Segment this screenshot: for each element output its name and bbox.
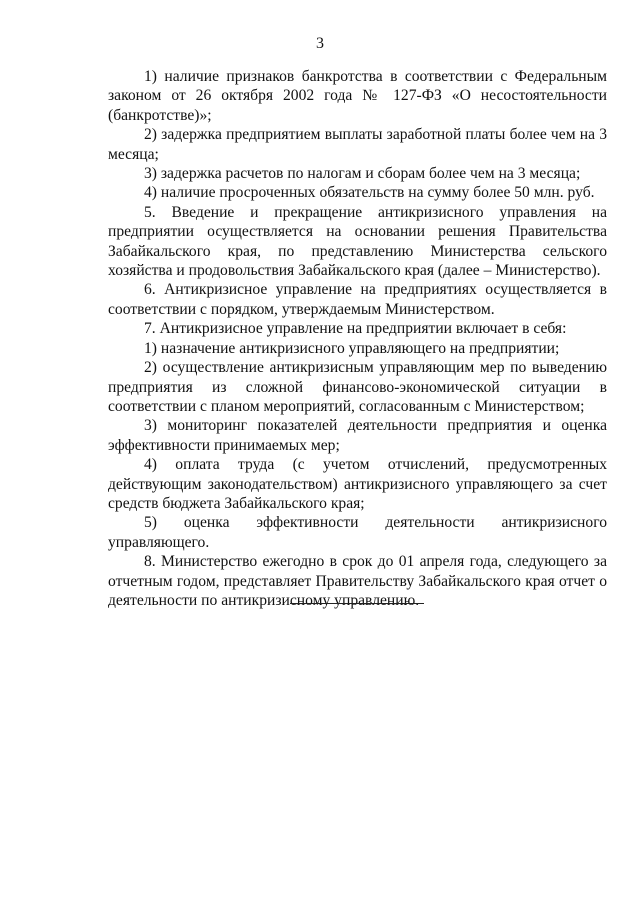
paragraph-measure-1: 1) назначение антикризисного управляющего на предприятии; xyxy=(144,339,560,357)
paragraph-measure-5: 5) оценка эффективности деятельности антикризисного управляющего. xyxy=(108,514,607,551)
paragraph-section-5: 5. Введение и прекращение антикризисного управления на предприятии осуществляется на основании решения Правительства Забайкальского края, по представлению Министерства сельского хозяйства и продовольствия Забайкальского края (далее – Министерство). xyxy=(108,203,607,280)
paragraph-criterion-1: 1) наличие признаков банкротства в соответствии с Федеральным законом от 26 октября 2002 года № 127-ФЗ «О несостоятельности (банкротстве)»; xyxy=(108,68,607,124)
paragraph-section-6: 6. Антикризисное управление на предприятиях осуществляется в соответствии с порядком, утверждаемым Министерством. xyxy=(108,281,607,318)
paragraph-measure-3: 3) мониторинг показателей деятельности предприятия и оценка эффективности принимаемых мер; xyxy=(108,417,607,454)
paragraph-criterion-3: 3) задержка расчетов по налогам и сборам более чем на 3 месяца; xyxy=(144,165,581,183)
paragraph-measure-4: 4) оплата труда (с учетом отчислений, предусмотренных действующим законодательством) антикризисного управляющего за счет средств бюджета Забайкальского края; xyxy=(108,456,607,512)
paragraph-section-7: 7. Антикризисное управление на предприятии включает в себя: xyxy=(144,320,567,338)
paragraph-criterion-2: 2) задержка предприятием выплаты заработной платы более чем на 3 месяца; xyxy=(108,126,607,163)
closing-divider xyxy=(290,603,424,604)
paragraph-criterion-4: 4) наличие просроченных обязательств на сумму более 50 млн. руб. xyxy=(144,184,595,202)
paragraph-measure-2: 2) осуществление антикризисным управляющим мер по выведению предприятия из сложной финансово-экономической ситуации в соответствии с планом мероприятий, согласованным с Министерством; xyxy=(108,359,607,415)
document-body xyxy=(108,67,607,610)
paragraph-section-8: 8. Министерство ежегодно в срок до 01 апреля года, следующего за отчетным годом, представляет Правительству Забайкальского края отчет о деятельности по антикризисному управлению. xyxy=(108,553,607,609)
page-number: 3 xyxy=(316,35,324,52)
